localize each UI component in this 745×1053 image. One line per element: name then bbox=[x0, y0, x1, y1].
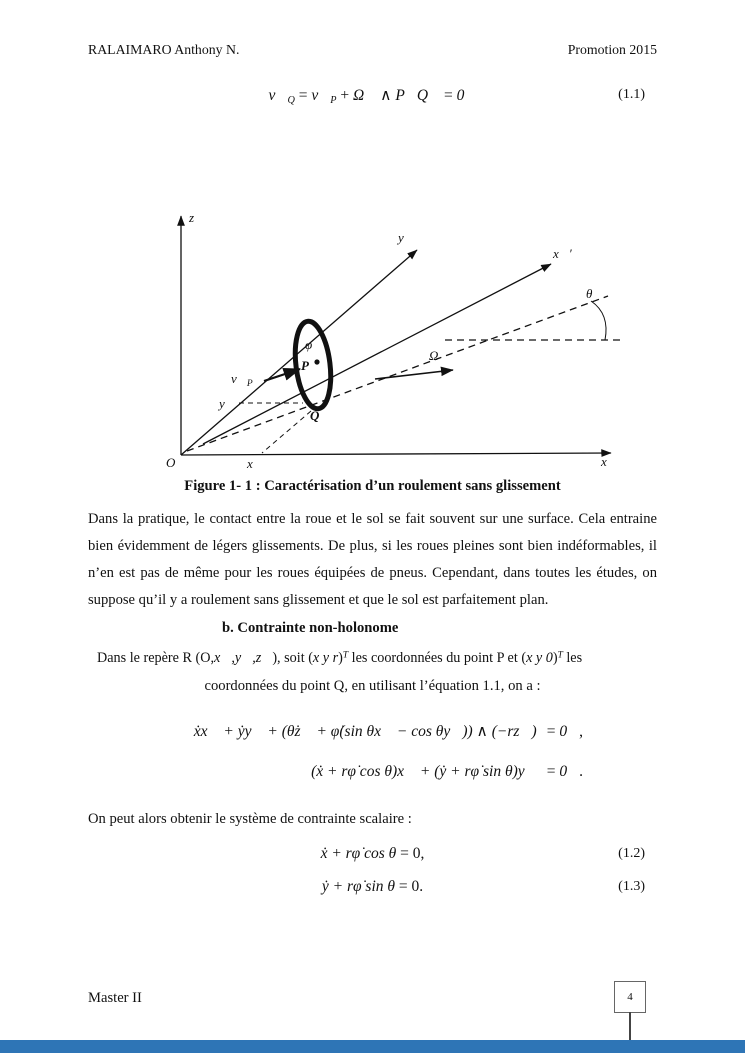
theta-label: θ bbox=[586, 286, 593, 301]
equation-1-3-row bbox=[88, 878, 657, 896]
equation-1-3: ẏ + rφ̇ sin θ = 0. bbox=[321, 878, 424, 895]
figure-diagram bbox=[163, 200, 633, 480]
y-axis bbox=[181, 250, 417, 455]
theta-arc bbox=[591, 301, 606, 340]
equation-1-1: v⃗Q = v⃗P + Ω⃗ ∧ P⃗Q⃗ = 0⃗ bbox=[268, 87, 477, 107]
heading-dashed-line bbox=[187, 296, 608, 451]
constraint-eq-line2-rhs: = 0⃗. bbox=[546, 763, 583, 780]
constraint-eq-line1: ẋx⃗ + ẏy⃗ + (θ̇z⃗ + φ̇(sin θx⃗ − cos θy⃗)) ∧ (−rz⃗) bbox=[193, 723, 537, 740]
point-p-dot bbox=[314, 359, 319, 364]
x-prime-axis bbox=[203, 264, 551, 444]
paragraph-repere-line2: coordonnées du point Q, en utilisant l’équation 1.1, on a : bbox=[204, 678, 541, 694]
page-header bbox=[88, 42, 657, 58]
equation-number-1-1: (1.1) bbox=[618, 87, 645, 102]
equation-number-1-2: (1.2) bbox=[618, 846, 645, 861]
constraint-equations bbox=[194, 712, 583, 792]
equation-1-2: ẋ + rφ̇ cos θ = 0, bbox=[320, 845, 425, 862]
wheel bbox=[291, 319, 335, 410]
vp-label bbox=[231, 371, 253, 389]
vp-label-sub: P bbox=[246, 379, 253, 389]
x-axis bbox=[181, 453, 611, 455]
section-heading-b: b. Contrainte non-holonome bbox=[222, 620, 399, 636]
omega-arrow bbox=[375, 370, 453, 379]
phi-label: φ bbox=[305, 337, 313, 352]
equation-1-1-row bbox=[88, 86, 657, 106]
footer-master-label: Master II bbox=[88, 990, 142, 1006]
omega-label: Ω⃗ bbox=[429, 348, 449, 363]
x-axis-label: x⃗ bbox=[601, 454, 617, 469]
y-axis-label: y⃗ bbox=[398, 230, 414, 245]
constraint-eq-line1-rhs: = 0⃗, bbox=[546, 723, 583, 740]
figure-caption: Figure 1- 1 : Caractérisation d’un roulement sans glissement bbox=[184, 478, 561, 494]
x-projection-dashed bbox=[262, 411, 311, 453]
promotion-label: Promotion 2015 bbox=[567, 42, 657, 57]
x-prime-label: x⃗′ bbox=[553, 246, 572, 261]
vp-label-v: v⃗ bbox=[231, 371, 247, 386]
z-axis-label: z⃗ bbox=[189, 210, 205, 225]
x-coordinate-label: x bbox=[247, 456, 253, 471]
bottom-blue-bar bbox=[0, 1040, 745, 1053]
point-p-label: P bbox=[301, 358, 309, 373]
page-number-box bbox=[614, 981, 646, 1013]
constraint-eq-line2: (ẋ + rφ̇ cos θ)x⃗ + (ẏ + rφ̇ sin θ)y⃗ bbox=[311, 763, 537, 780]
paragraph-repere-line1: Dans le repère R (O,x⃗,y⃗,z⃗), soit (x y r)$^T$ les coordonnées du point P et (x y 0)$^T$ les bbox=[97, 650, 583, 666]
y-coordinate-label: y bbox=[219, 396, 225, 411]
origin-label: O bbox=[166, 455, 176, 470]
paragraph-scalar-intro: On peut alors obtenir le système de contrainte scalaire : bbox=[88, 811, 412, 827]
point-q-label: Q bbox=[310, 408, 320, 423]
equation-1-2-row bbox=[88, 845, 657, 863]
page-number: 4 bbox=[627, 991, 633, 1003]
author-name: RALAIMARO Anthony N. bbox=[88, 42, 240, 57]
paragraph-rolling: Dans la pratique, le contact entre la roue et le sol se fait souvent sur une surface. Cela entraine bien évidemment de légers glissements. De plus, si les roues pleines sont bien indéformables, il n’en est pas de même pour les roues équipées de pneus. Cependant, dans toutes les études, on suppose qu’il y a roulement sans glissement et que le sol est parfaitement plan. bbox=[88, 511, 657, 608]
equation-number-1-3: (1.3) bbox=[618, 879, 645, 894]
